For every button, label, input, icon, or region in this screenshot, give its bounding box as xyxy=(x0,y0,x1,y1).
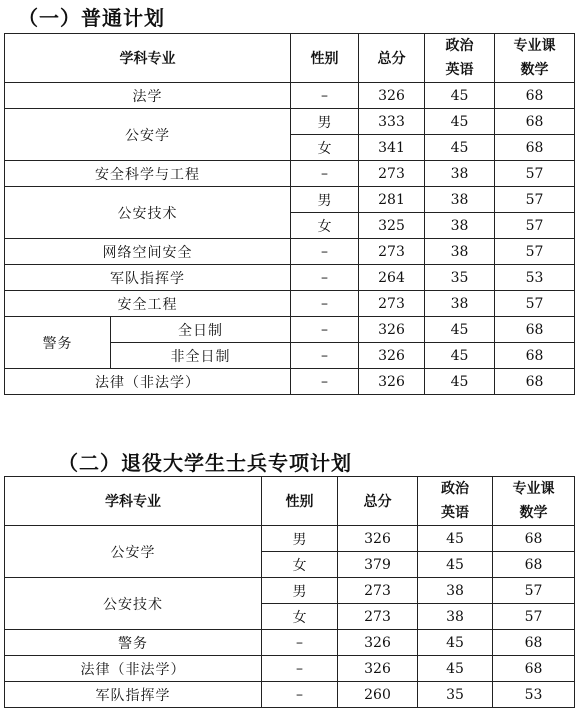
professional-math-cell: 57 xyxy=(495,213,575,239)
politics-english-cell: 45 xyxy=(418,630,493,656)
professional-math-cell: 68 xyxy=(495,83,575,109)
politics-english-cell: 45 xyxy=(425,109,495,135)
politics-english-cell: 38 xyxy=(425,187,495,213)
header-english: 英语 xyxy=(445,62,474,78)
total-cell: 326 xyxy=(338,630,418,656)
politics-english-cell: 35 xyxy=(418,682,493,708)
professional-math-cell: 68 xyxy=(493,526,575,552)
general-plan-table xyxy=(4,33,575,395)
politics-english-cell: 45 xyxy=(418,656,493,682)
gender-cell: 男 xyxy=(291,109,359,135)
total-cell: 326 xyxy=(359,343,425,369)
major-name: 军队指挥学 xyxy=(5,682,262,708)
major-name: 法学 xyxy=(5,83,291,109)
politics-english-cell: 45 xyxy=(425,343,495,369)
total-cell: 273 xyxy=(359,239,425,265)
gender-cell: – xyxy=(262,656,338,682)
politics-english-cell: 45 xyxy=(425,83,495,109)
gender-cell: – xyxy=(291,291,359,317)
header-total: 总分 xyxy=(359,34,425,83)
total-cell: 326 xyxy=(338,656,418,682)
gender-cell: – xyxy=(262,682,338,708)
table-row xyxy=(5,187,575,213)
professional-math-cell: 68 xyxy=(495,369,575,395)
header-professional-math xyxy=(495,34,575,83)
veteran-plan-table xyxy=(4,476,575,708)
politics-english-cell: 38 xyxy=(418,578,493,604)
professional-math-cell: 68 xyxy=(493,552,575,578)
professional-math-cell: 57 xyxy=(493,604,575,630)
professional-math-cell: 68 xyxy=(495,135,575,161)
header-politics-english xyxy=(418,477,493,526)
politics-english-cell: 38 xyxy=(425,239,495,265)
major-name: 警务 xyxy=(5,630,262,656)
gender-cell: – xyxy=(291,317,359,343)
header-gender: 性别 xyxy=(291,34,359,83)
header-math: 数学 xyxy=(520,62,549,78)
professional-math-cell: 57 xyxy=(495,161,575,187)
major-name: 网络空间安全 xyxy=(5,239,291,265)
table-row xyxy=(5,630,575,656)
politics-english-cell: 45 xyxy=(425,135,495,161)
gender-cell: 男 xyxy=(262,526,338,552)
header-major: 学科专业 xyxy=(5,477,262,526)
gender-cell: 女 xyxy=(262,604,338,630)
header-math: 数学 xyxy=(519,505,548,521)
gender-cell: – xyxy=(291,239,359,265)
total-cell: 326 xyxy=(359,317,425,343)
table-row xyxy=(5,369,575,395)
politics-english-cell: 35 xyxy=(425,265,495,291)
professional-math-cell: 57 xyxy=(495,239,575,265)
section2-title: （二）退役大学生士兵专项计划 xyxy=(58,451,352,475)
header-professional-math xyxy=(493,477,575,526)
section1-title: （一）普通计划 xyxy=(18,6,165,30)
major-name: 警务 xyxy=(5,317,111,369)
gender-cell: 男 xyxy=(291,187,359,213)
header-politics: 政治 xyxy=(441,481,469,497)
major-name: 公安学 xyxy=(5,109,291,161)
politics-english-cell: 38 xyxy=(425,213,495,239)
gender-cell: 女 xyxy=(262,552,338,578)
gender-cell: – xyxy=(291,83,359,109)
professional-math-cell: 57 xyxy=(495,291,575,317)
header-professional: 专业课 xyxy=(513,38,556,54)
major-name: 安全工程 xyxy=(5,291,291,317)
professional-math-cell: 57 xyxy=(495,187,575,213)
professional-math-cell: 68 xyxy=(493,656,575,682)
table-row xyxy=(5,578,575,604)
gender-cell: 女 xyxy=(291,135,359,161)
table-row xyxy=(5,317,575,343)
gender-cell: 男 xyxy=(262,578,338,604)
major-name: 军队指挥学 xyxy=(5,265,291,291)
total-cell: 326 xyxy=(359,83,425,109)
major-name: 公安学 xyxy=(5,526,262,578)
politics-english-cell: 38 xyxy=(425,291,495,317)
sub-major-name: 非全日制 xyxy=(111,343,291,369)
gender-cell: 女 xyxy=(291,213,359,239)
total-cell: 281 xyxy=(359,187,425,213)
politics-english-cell: 38 xyxy=(418,604,493,630)
table-row xyxy=(5,83,575,109)
major-name: 法律（非法学） xyxy=(5,656,262,682)
header-major: 学科专业 xyxy=(5,34,291,83)
gender-cell: – xyxy=(262,630,338,656)
table-row xyxy=(5,239,575,265)
total-cell: 333 xyxy=(359,109,425,135)
professional-math-cell: 68 xyxy=(495,109,575,135)
header-politics-english xyxy=(425,34,495,83)
header-politics: 政治 xyxy=(445,38,474,54)
professional-math-cell: 68 xyxy=(495,317,575,343)
major-name: 安全科学与工程 xyxy=(5,161,291,187)
total-cell: 379 xyxy=(338,552,418,578)
total-cell: 341 xyxy=(359,135,425,161)
gender-cell: – xyxy=(291,369,359,395)
table-row xyxy=(5,291,575,317)
table-header xyxy=(5,34,575,83)
gender-cell: – xyxy=(291,265,359,291)
sub-major-name: 全日制 xyxy=(111,317,291,343)
total-cell: 264 xyxy=(359,265,425,291)
professional-math-cell: 68 xyxy=(493,630,575,656)
politics-english-cell: 45 xyxy=(425,369,495,395)
professional-math-cell: 53 xyxy=(495,265,575,291)
header-gender: 性别 xyxy=(262,477,338,526)
total-cell: 273 xyxy=(359,161,425,187)
total-cell: 326 xyxy=(359,369,425,395)
header-professional: 专业课 xyxy=(512,481,555,497)
politics-english-cell: 45 xyxy=(418,552,493,578)
major-name: 公安技术 xyxy=(5,578,262,630)
total-cell: 325 xyxy=(359,213,425,239)
gender-cell: – xyxy=(291,343,359,369)
professional-math-cell: 57 xyxy=(493,578,575,604)
table-row xyxy=(5,656,575,682)
politics-english-cell: 45 xyxy=(418,526,493,552)
table-header xyxy=(5,477,575,526)
total-cell: 260 xyxy=(338,682,418,708)
table-row xyxy=(5,682,575,708)
header-total: 总分 xyxy=(338,477,418,526)
table-row xyxy=(5,265,575,291)
major-name: 法律（非法学） xyxy=(5,369,291,395)
total-cell: 273 xyxy=(359,291,425,317)
total-cell: 326 xyxy=(338,526,418,552)
politics-english-cell: 45 xyxy=(425,317,495,343)
politics-english-cell: 38 xyxy=(425,161,495,187)
professional-math-cell: 68 xyxy=(495,343,575,369)
table-row xyxy=(5,161,575,187)
total-cell: 273 xyxy=(338,578,418,604)
major-name: 公安技术 xyxy=(5,187,291,239)
professional-math-cell: 53 xyxy=(493,682,575,708)
header-english: 英语 xyxy=(441,505,469,521)
table-row xyxy=(5,526,575,552)
table-row xyxy=(5,109,575,135)
gender-cell: – xyxy=(291,161,359,187)
total-cell: 273 xyxy=(338,604,418,630)
